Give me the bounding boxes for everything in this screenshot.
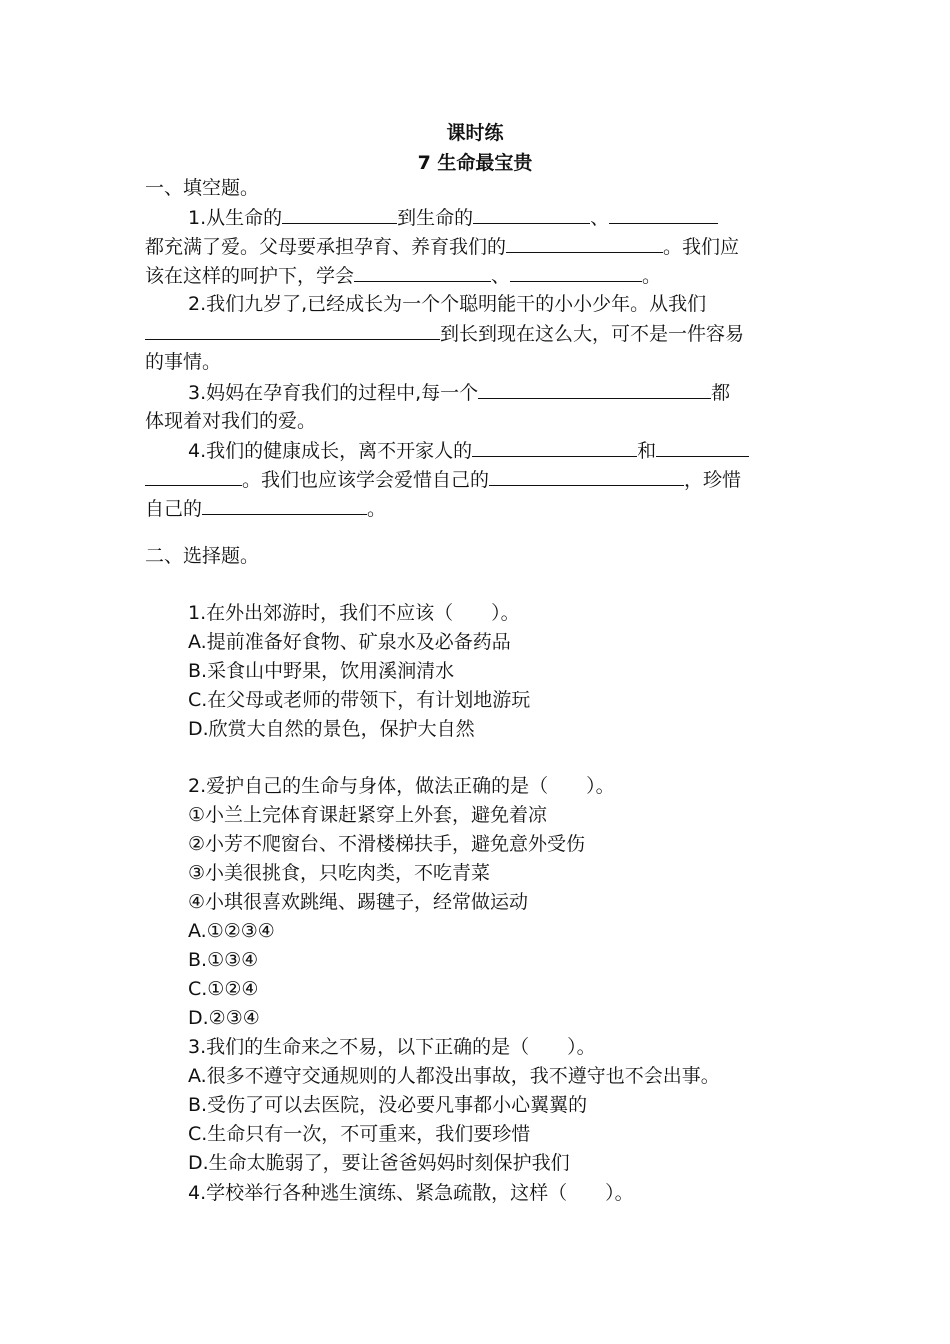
choice-q2-item-3: ③小美很挑食，只吃肉类，不吃青菜: [188, 862, 491, 884]
choice-q3-option-d[interactable]: D.生命太脆弱了，要让爸爸妈妈时刻保护我们: [188, 1152, 570, 1174]
fill-q1-line2: [145, 234, 810, 259]
fill-q1-line1: [188, 205, 810, 230]
blank[interactable]: [472, 438, 637, 457]
fill-q1-text: 、: [491, 265, 511, 287]
blank[interactable]: [473, 205, 590, 224]
choice-q3-option-c[interactable]: C.生命只有一次，不可重来，我们要珍惜: [188, 1123, 531, 1145]
fill-q4-text: 4.我们的健康成长，离不开家人的: [188, 440, 473, 462]
blank[interactable]: [510, 263, 642, 282]
fill-q1-text: 、: [590, 207, 610, 229]
choice-q1-option-a[interactable]: A.提前准备好食物、矿泉水及必备药品: [188, 631, 511, 653]
blank[interactable]: [145, 467, 242, 486]
fill-q4-line3: [145, 496, 810, 521]
choice-q3-option-b[interactable]: B.受伤了可以去医院，没必要凡事都小心翼翼的: [188, 1094, 588, 1116]
choice-q2-option-d[interactable]: D.②③④: [188, 1007, 260, 1029]
section1-heading: 一、填空题。: [145, 177, 260, 199]
choice-q4-stem: 4.学校举行各种逃生演练、紧急疏散，这样（ ）。: [188, 1182, 634, 1204]
choice-q2-option-c[interactable]: C.①②④: [188, 978, 259, 1000]
choice-q2-option-a[interactable]: A.①②③④: [188, 920, 275, 942]
blank[interactable]: [609, 205, 718, 224]
fill-q1-line3: [145, 263, 810, 288]
section2-heading: 二、选择题。: [145, 545, 260, 567]
blank[interactable]: [282, 205, 397, 224]
choice-q1-stem: 1.在外出郊游时，我们不应该（ ）。: [188, 602, 520, 624]
fill-q4-text: ，珍惜: [684, 469, 742, 491]
fill-q4-text: 。我们也应该学会爱惜自己的: [242, 469, 490, 491]
fill-q3-line1: [188, 380, 810, 405]
fill-q1-text: 。我们应: [663, 236, 740, 258]
fill-q4-text: 自己的: [145, 498, 203, 520]
choice-q3-option-a[interactable]: A.很多不遵守交通规则的人都没出事故，我不遵守也不会出事。: [188, 1065, 720, 1087]
blank[interactable]: [202, 496, 367, 515]
worksheet-title: 课时练: [446, 122, 504, 144]
fill-q3-text: 都: [711, 382, 731, 404]
blank[interactable]: [489, 467, 684, 486]
fill-q4-text: 。: [367, 498, 387, 520]
fill-q2-line2: [145, 321, 810, 346]
choice-q1-option-c[interactable]: C.在父母或老师的带领下，有计划地游玩: [188, 689, 531, 711]
blank[interactable]: [145, 321, 440, 340]
fill-q1-text: 到生命的: [397, 207, 474, 229]
blank[interactable]: [506, 234, 663, 253]
fill-q1-text: 都充满了爱。父母要承担孕育、养育我们的: [145, 236, 507, 258]
blank[interactable]: [354, 263, 491, 282]
fill-q4-line1: [188, 438, 810, 463]
choice-q1-option-b[interactable]: B.采食山中野果，饮用溪涧清水: [188, 660, 455, 682]
choice-q2-option-b[interactable]: B.①③④: [188, 949, 259, 971]
choice-q1-option-d[interactable]: D.欣赏大自然的景色，保护大自然: [188, 718, 475, 740]
fill-q1-text: 该在这样的呵护下，学会: [145, 265, 355, 287]
lesson-title: 7 生命最宝贵: [417, 152, 533, 174]
choice-q3-stem: 3.我们的生命来之不易，以下正确的是（ ）。: [188, 1036, 596, 1058]
fill-q1-text: 1.从生命的: [188, 207, 283, 229]
fill-q2-line3: 的事情。: [145, 351, 222, 373]
fill-q2-line1: 2.我们九岁了,已经成长为一个个聪明能干的小小少年。从我们: [188, 293, 707, 315]
choice-q2-stem: 2.爱护自己的生命与身体，做法正确的是（ ）。: [188, 775, 615, 797]
choice-q2-item-1: ①小兰上完体育课赶紧穿上外套，避免着凉: [188, 804, 548, 826]
blank[interactable]: [656, 438, 749, 457]
choice-q2-item-4: ④小琪很喜欢跳绳、踢毽子，经常做运动: [188, 891, 529, 913]
fill-q3-text: 3.妈妈在孕育我们的过程中,每一个: [188, 382, 479, 404]
blank[interactable]: [478, 380, 711, 399]
fill-q1-text: 。: [642, 265, 662, 287]
fill-q2-text: 到长到现在这么大，可不是一件容易: [440, 323, 745, 345]
fill-q3-line2: 体现着对我们的爱。: [145, 410, 317, 432]
fill-q4-text: 和: [637, 440, 657, 462]
choice-q2-item-2: ②小芳不爬窗台、不滑楼梯扶手，避免意外受伤: [188, 833, 586, 855]
fill-q4-line2: [145, 467, 810, 492]
